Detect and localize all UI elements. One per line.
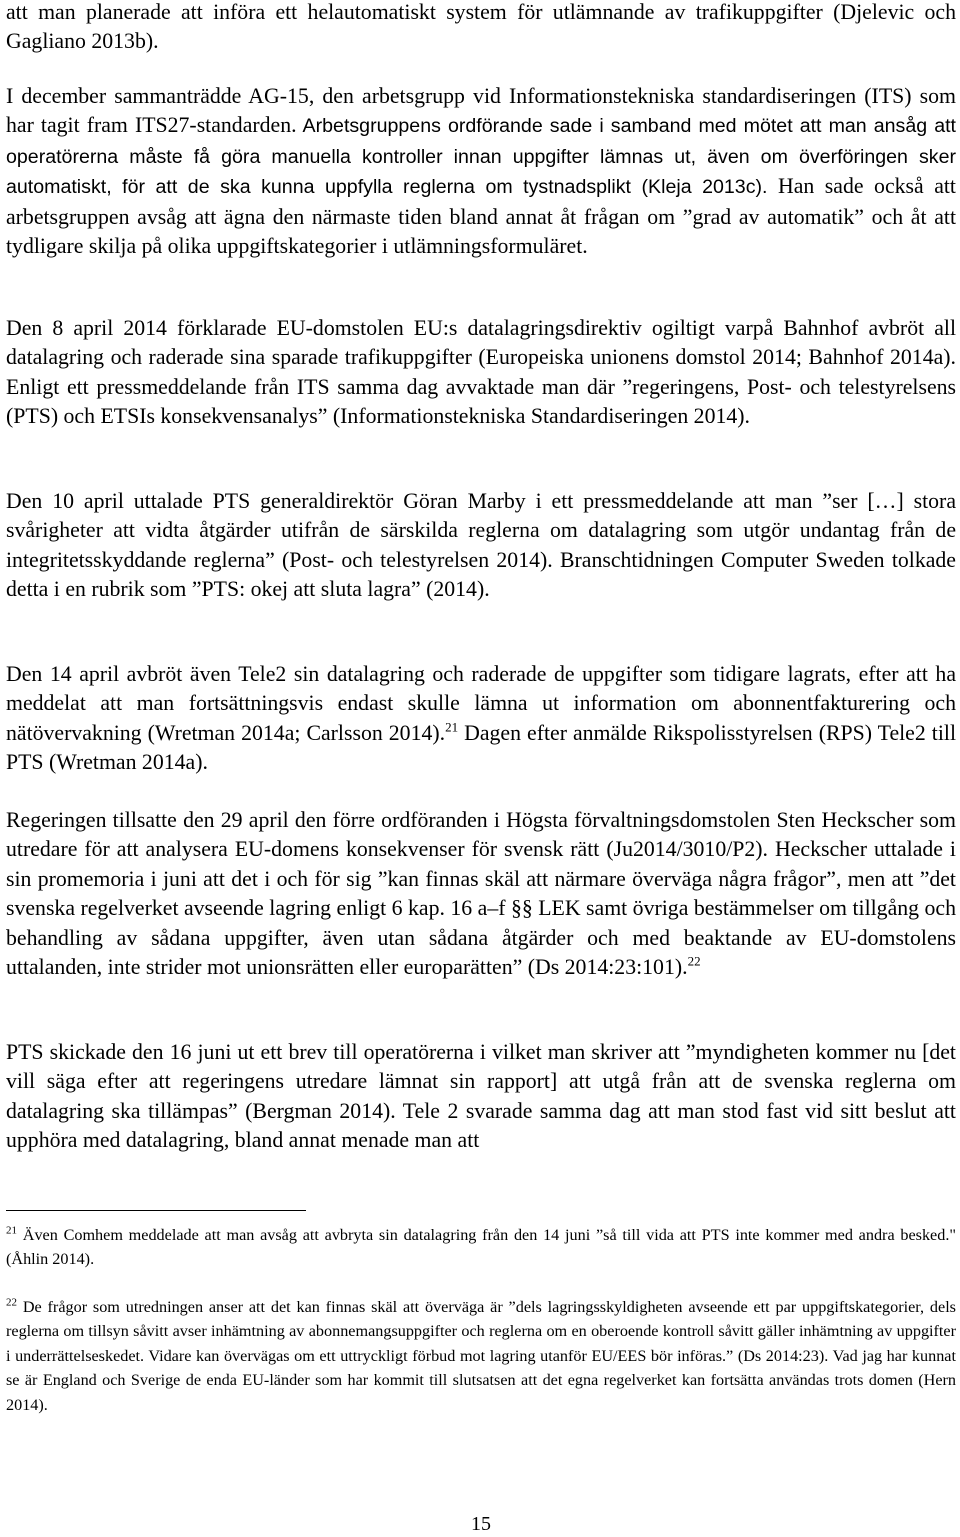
paragraph-2-text-c: Han sade också att arbetsgruppen avsåg att ägna den närmaste tiden bland annat åt frågan om ”grad av automatik” och åt att tydligare skilja på olika uppgiftskategorier i utlämningsformuläret.	[6, 174, 956, 259]
footnote-22	[6, 1295, 956, 1417]
footnote-number-21: 21	[6, 1224, 17, 1237]
paragraph-1-text: att man planerade att införa ett helautomatiskt system för utlämnande av trafikuppgifter (Djelevic och Gagliano 2013b).	[6, 0, 956, 54]
paragraph-6	[6, 806, 956, 982]
footnote-ref-22[interactable]: 22	[687, 953, 701, 969]
document-page	[6, 0, 956, 1537]
paragraph-2-text-b: Arbetsgruppens ordförande sade i samband med mötet att man ansåg att operatörerna måste få göra manuella kontroller innan uppgifter lämnas ut, även om överföringen sker automatiskt, för att de ska kunna uppfylla reglerna om tystnadsplikt (Kleja 2013c).	[6, 115, 956, 199]
page-number: 15	[471, 1513, 491, 1535]
paragraph-5	[6, 660, 956, 778]
paragraph-1	[6, 0, 956, 57]
footnote-21-text: Även Comhem meddelade att man avsåg att avbryta sin datalagring från den 14 juni ”så till vida att PTS inte kommer med andra besked." (Åhlin 2014).	[6, 1226, 956, 1269]
paragraph-7	[6, 1038, 956, 1156]
footnote-number-22: 22	[6, 1296, 17, 1309]
paragraph-5-text-a: Den 14 april avbröt även Tele2 sin datalagring och raderade de uppgifter som tidigare lagrats, efter att ha meddelat att man fortsättningsvis endast skulle lämna ut information om abonnentfakturering och nätövervakning (Wretman 2014a; Carlsson 2014).	[6, 662, 956, 745]
paragraph-5-text-b: Dagen efter anmälde Rikspolisstyrelsen (RPS) Tele2 till PTS (Wretman 2014a).	[6, 720, 956, 775]
paragraph-4	[6, 487, 956, 605]
paragraph-3	[6, 314, 956, 432]
footnote-ref-21[interactable]: 21	[445, 719, 459, 735]
footnote-22-text: De frågor som utredningen anser att det kan finnas skäl att överväga är ”dels lagringsskyldigheten avseende ett par uppgiftskategorier, dels reglerna om tillsyn såvitt avser inhämtning av abonnemangsuppgifter och reglerna om en oberoende kontroll såvitt gäller inhämtning av uppgifter i underrättelseskedet. Vidare kan övervägas om ett uttryckligt förbud mot lagring utanför EU/EES bör införas.” (Ds 2014:23). Vad jag har kunnat se är England och Sverige de enda EU-länder som har kommit till slutsatsen att det egna regelverket kan fortsätta användas trots domen (Hern 2014).	[6, 1298, 956, 1414]
paragraph-3-text: Den 8 april 2014 förklarade EU-domstolen EU:s datalagringsdirektiv ogiltigt varpå Bahnhof avbröt all datalagring och raderade sina sparade trafikuppgifter (Europeiska unionens domstol 2014; Bahnhof 2014a). Enligt ett pressmeddelande från ITS samma dag avvaktade man där ”regeringens, Post- och telestyrelsens (PTS) och ETSIs konsekvensanalys” (Informationstekniska Standardiseringen 2014).	[6, 316, 956, 429]
footnote-21	[6, 1223, 956, 1272]
footnote-divider	[6, 1210, 306, 1211]
paragraph-7-text: PTS skickade den 16 juni ut ett brev till operatörerna i vilket man skriver att ”myndigheten kommer nu [det vill säga efter att regeringens utredare lämnat sin rapport] att utgå från att de svenska reglerna om datalagring ska tillämpas” (Bergman 2014). Tele 2 svarade samma dag att man stod fast vid sitt beslut att upphöra med datalagring, bland annat menade man att	[6, 1040, 956, 1153]
paragraph-6-text-a: Regeringen tillsatte den 29 april den förre ordföranden i Högsta förvaltningsdomstolen Sten Heckscher som utredare för att analysera EU-domens konsekvenser för svensk rätt (Ju2014/3010/P2). Heckscher uttalade i sin promemoria i juni att det i och för sig ”kan finnas skäl att närmare överväga några frågor”, men att ”det svenska regelverket avseende lagring enligt 6 kap. 16 a–f §§ LEK samt övriga bestämmelser om tillgång och behandling av sådana uppgifter, även utan sådana åtgärder och med beaktande av EU-domstolens uttalanden, inte strider mot unionsrätten eller europarätten” (Ds 2014:23:101).	[6, 808, 956, 980]
paragraph-4-text: Den 10 april uttalade PTS generaldirektör Göran Marby i ett pressmeddelande att man ”ser […] stora svårigheter att vidta åtgärder utifrån de särskilda reglerna om datalagring som utgör undantag från de integritetsskyddande reglerna” (Post- och telestyrelsen 2014). Branschtidningen Computer Sweden tolkade detta i en rubrik som ”PTS: okej att sluta lagra” (2014).	[6, 489, 956, 602]
paragraph-2	[6, 82, 956, 261]
paragraph-2-text-a: I december sammanträdde AG-15, den arbetsgrupp vid Informationstekniska standardiseringen (ITS) som har tagit fram ITS27-standarden.	[6, 84, 956, 138]
